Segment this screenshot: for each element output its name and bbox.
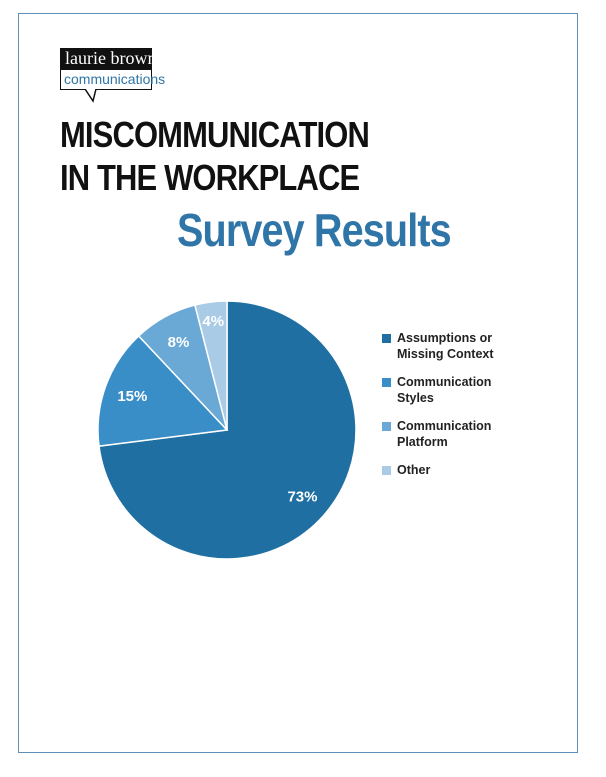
- legend-label-line-2: Styles: [397, 391, 434, 405]
- pie-slice-label: 4%: [202, 313, 225, 331]
- legend-label-line-1: Communication: [397, 375, 492, 389]
- pie-slice-label: 15%: [117, 387, 148, 405]
- pie-slice-label: 8%: [167, 333, 190, 351]
- legend-label-line-1: Communication: [397, 419, 492, 433]
- logo-line-2: communications: [60, 70, 152, 90]
- legend-label-line-1: Other: [397, 463, 431, 477]
- page-title-line-2: IN THE WORKPLACE: [60, 157, 360, 198]
- legend-label-line-2: Platform: [397, 435, 448, 449]
- legend-item: [382, 374, 552, 406]
- legend-swatch: [382, 378, 391, 387]
- legend-label-line-1: Assumptions or: [397, 331, 493, 345]
- legend-item: [382, 330, 552, 362]
- chart-legend: [382, 330, 552, 490]
- logo-line-1: laurie brown: [60, 48, 152, 70]
- legend-item: [382, 462, 552, 478]
- legend-item: [382, 418, 552, 450]
- page-subtitle: Survey Results: [177, 204, 451, 256]
- legend-label-line-2: Missing Context: [397, 347, 494, 361]
- pie-slice-label: 73%: [287, 488, 318, 506]
- legend-swatch: [382, 466, 391, 475]
- legend-swatch: [382, 422, 391, 431]
- legend-swatch: [382, 334, 391, 343]
- page-title-line-1: MISCOMMUNICATION: [60, 114, 369, 155]
